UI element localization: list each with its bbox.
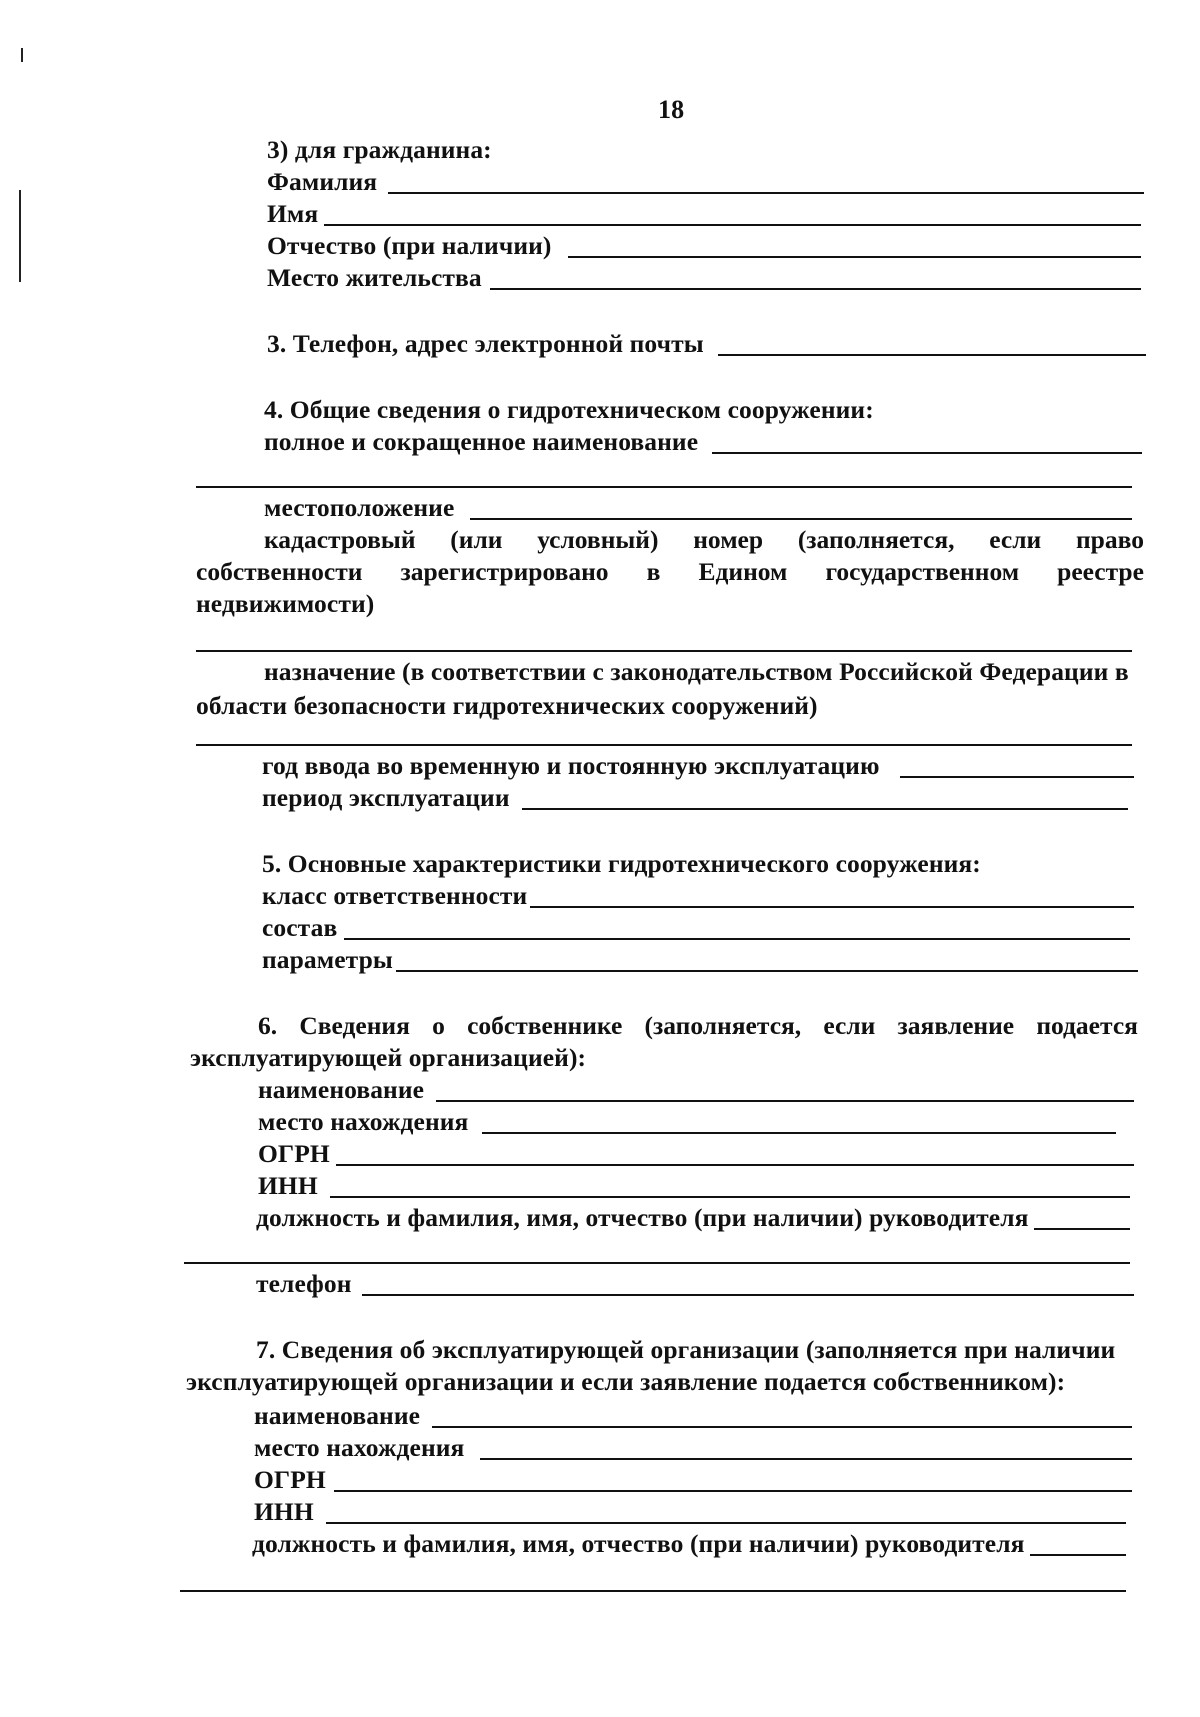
section4-heading: 4. Общие сведения о гидротехническом сооружении: — [264, 395, 874, 424]
composition-field[interactable] — [344, 938, 1130, 940]
residence-label: Место жительства — [267, 263, 482, 292]
residence-field[interactable] — [490, 288, 1141, 290]
section6-heading-line-1 — [258, 1010, 1138, 1042]
purpose-line-1: назначение (в соответствии с законодательством Российской Федерации в — [264, 657, 1129, 686]
section6-word: (заполняется, — [644, 1011, 802, 1040]
cadastral-word: (заполняется, — [797, 525, 955, 554]
contact-label: 3. Телефон, адрес электронной почты — [267, 329, 704, 358]
surname-field[interactable] — [388, 192, 1144, 194]
operator-ogrn-field[interactable] — [334, 1490, 1132, 1492]
section7-heading-line-2: эксплуатирующей организации и если заявление подается собственником): — [186, 1367, 1066, 1396]
section6-word: 6. — [258, 1011, 278, 1040]
owner-phone-label: телефон — [256, 1269, 352, 1298]
section6-word: Сведения — [299, 1011, 410, 1040]
full-name-field-continued[interactable] — [196, 486, 1132, 488]
owner-phone-field[interactable] — [362, 1294, 1134, 1296]
owner-ogrn-field[interactable] — [336, 1164, 1134, 1166]
owner-inn-field[interactable] — [330, 1196, 1130, 1198]
operator-name-field[interactable] — [432, 1426, 1132, 1428]
section6-heading-line-2: эксплуатирующей организацией): — [190, 1043, 587, 1072]
cadastral-word: реестре — [1057, 557, 1144, 586]
cadastral-line-1 — [264, 524, 1144, 556]
cadastral-word: зарегистрировано — [400, 557, 609, 586]
cadastral-word: кадастровый — [264, 525, 416, 554]
page-number: 18 — [658, 95, 685, 124]
owner-address-label: место нахождения — [258, 1107, 469, 1136]
commission-year-field[interactable] — [900, 776, 1134, 778]
cadastral-word: если — [989, 525, 1042, 554]
contact-field[interactable] — [718, 354, 1146, 356]
location-label: местоположение — [264, 493, 455, 522]
operator-name-label: наименование — [254, 1401, 421, 1430]
operator-head-label: должность и фамилия, имя, отчество (при наличии) руководителя — [252, 1529, 1025, 1558]
cadastral-word: в — [646, 557, 661, 586]
cadastral-word: (или — [450, 525, 503, 554]
operator-address-field[interactable] — [480, 1458, 1132, 1460]
cadastral-word: государственном — [825, 557, 1020, 586]
full-name-label: полное и сокращенное наименование — [264, 427, 699, 456]
section7-heading-line-1: 7. Сведения об эксплуатирующей организации (заполняется при наличии — [256, 1335, 1116, 1364]
parameters-label: параметры — [262, 945, 393, 974]
owner-ogrn-label: ОГРН — [258, 1139, 330, 1168]
purpose-line-2: области безопасности гидротехнических сооружений) — [196, 691, 818, 720]
operator-address-label: место нахождения — [254, 1433, 465, 1462]
operator-head-field-continued[interactable] — [180, 1590, 1126, 1592]
cadastral-word: номер — [693, 525, 764, 554]
operator-head-field[interactable] — [1030, 1554, 1126, 1556]
section6-word: подается — [1036, 1011, 1138, 1040]
first-name-label: Имя — [267, 199, 319, 228]
cadastral-word: Едином — [698, 557, 788, 586]
patronymic-label: Отчество (при наличии) — [267, 231, 552, 260]
operation-period-field[interactable] — [522, 808, 1128, 810]
section6-word: если — [823, 1011, 876, 1040]
operator-ogrn-label: ОГРН — [254, 1465, 326, 1494]
owner-name-field[interactable] — [436, 1100, 1134, 1102]
owner-head-field-continued[interactable] — [184, 1262, 1130, 1264]
cadastral-line-3: недвижимости) — [196, 589, 375, 618]
parameters-field[interactable] — [396, 970, 1138, 972]
first-name-field[interactable] — [324, 224, 1141, 226]
scan-artifact-mark — [21, 48, 23, 62]
owner-address-field[interactable] — [482, 1132, 1116, 1134]
scan-artifact-bar — [19, 190, 21, 282]
purpose-field[interactable] — [196, 744, 1132, 746]
commission-year-label: год ввода во временную и постоянную эксплуатацию — [262, 751, 880, 780]
cadastral-word: право — [1075, 525, 1144, 554]
operator-inn-field[interactable] — [326, 1522, 1126, 1524]
owner-head-field[interactable] — [1034, 1228, 1130, 1230]
composition-label: состав — [262, 913, 338, 942]
surname-label: Фамилия — [267, 167, 378, 196]
owner-name-label: наименование — [258, 1075, 425, 1104]
citizen-heading: 3) для гражданина: — [267, 135, 492, 164]
patronymic-field[interactable] — [568, 256, 1141, 258]
operator-inn-label: ИНН — [254, 1497, 314, 1526]
class-field[interactable] — [530, 906, 1134, 908]
section6-word: заявление — [897, 1011, 1015, 1040]
section6-word: собственнике — [467, 1011, 623, 1040]
section5-heading: 5. Основные характеристики гидротехнического сооружения: — [262, 849, 981, 878]
cadastral-line-2 — [196, 556, 1144, 588]
cadastral-word: собственности — [196, 557, 363, 586]
operation-period-label: период эксплуатации — [262, 783, 510, 812]
owner-inn-label: ИНН — [258, 1171, 318, 1200]
cadastral-field[interactable] — [196, 650, 1132, 652]
class-label: класс ответственности — [262, 881, 528, 910]
full-name-field[interactable] — [712, 452, 1142, 454]
section6-word: о — [432, 1011, 445, 1040]
owner-head-label: должность и фамилия, имя, отчество (при наличии) руководителя — [256, 1203, 1029, 1232]
cadastral-word: условный) — [537, 525, 659, 554]
location-field[interactable] — [470, 518, 1132, 520]
